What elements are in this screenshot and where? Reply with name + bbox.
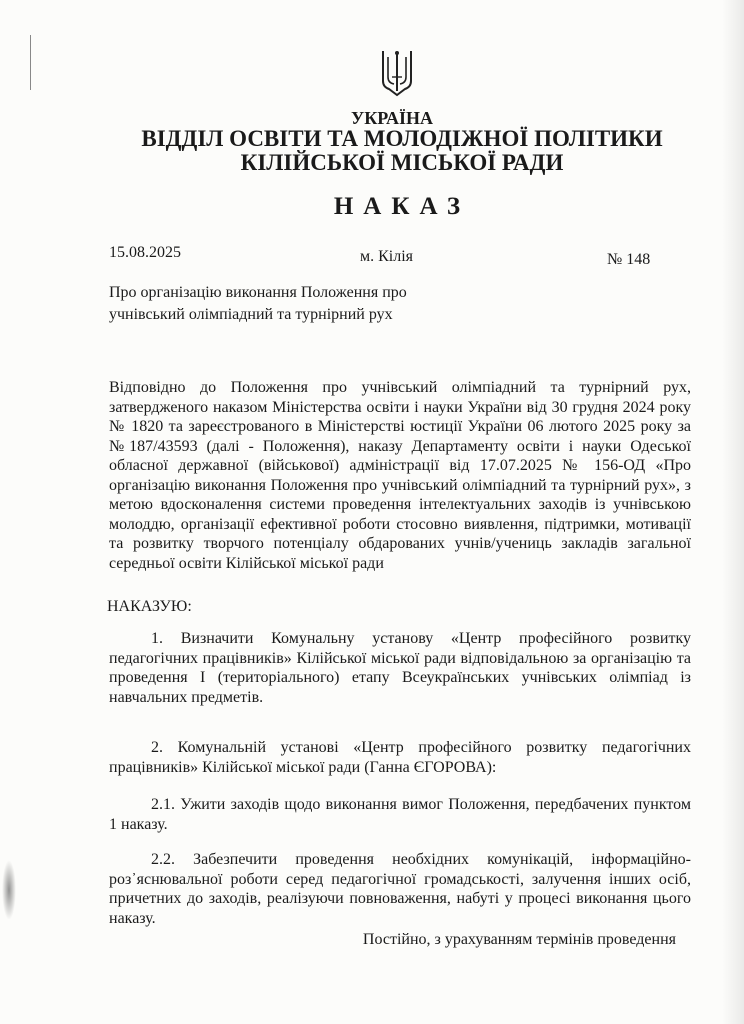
document-type: НАКАЗ: [333, 193, 471, 220]
order-item-2: 2. Комунальній установі «Центр професійного розвитку педагогічних працівників» Кілійської міської ради (Ганна ЄГОРОВА):: [109, 739, 691, 776]
scan-smudge: [2, 860, 16, 920]
trident-icon: [381, 47, 413, 97]
order-item-2-2: 2.2. Забезпечити проведення необхідних комунікацій, інформаційно-роз᾽яснювальної роботи серед педагогічної громадськості, залучення інших осіб, причетних до заходів, реалізуючи повноваження, набуті у процесі виконання цього наказу.: [109, 851, 691, 927]
council-name: КІЛІЙСЬКОЇ МІСЬКОЇ РАДИ: [240, 150, 564, 175]
order-item-2-1: 2.1. Ужити заходів щодо виконання вимог Положення, передбачених пунктом 1 наказу.: [109, 796, 691, 833]
orders-label: НАКАЗУЮ:: [107, 598, 192, 615]
document-city: м. Кілія: [360, 248, 414, 265]
document-date: 15.08.2025: [109, 244, 181, 261]
department-name: ВІДДІЛ ОСВІТИ ТА МОЛОДІЖНОЇ ПОЛІТИКИ: [141, 126, 663, 151]
document-subject: Про організацію виконання Положення про учнівський олімпіадний та турнірний рух: [109, 284, 407, 323]
intro-paragraph: Відповідно до Положення про учнівський олімпіадний та турнірний рух, затвердженого наказом Міністерства освіти і науки України від 30 грудня 2024 року № 1820 та зареєстрованого в Міністерстві юстиції України 06 лютого 2025 року за №187/43593 (далі - Положення), наказу Департаменту освіти і науки Одеської обласної державної (військової) адміністрації від 17.07.2025 № 156-ОД «Про організацію виконання Положення про учнівський олімпіадний та турнірний рух», з метою вдосконалення системи проведення інтелектуальних заходів із учнівською молоддю, організації ефективної роботи стосовно виявлення, підтримки, мотивації та розвитку творчого потенціалу обдарованих учнів/учениць закладів загальної середньої освіти Кілійської міської ради: [109, 379, 691, 572]
country-name: УКРАЇНА: [351, 108, 433, 128]
scan-mark: [30, 35, 31, 90]
document-number: № 148: [607, 251, 651, 268]
order-item-1: 1. Визначити Комунальну установу «Центр професійного розвитку педагогічних працівників» Кілійської міської ради відповідальною за організацію та проведення І (територіального) етапу Всеукраїнських учнівських олімпіад із навчальних предметів.: [109, 630, 691, 706]
deadline-text: Постійно, з урахуванням термінів проведення: [362, 931, 676, 948]
